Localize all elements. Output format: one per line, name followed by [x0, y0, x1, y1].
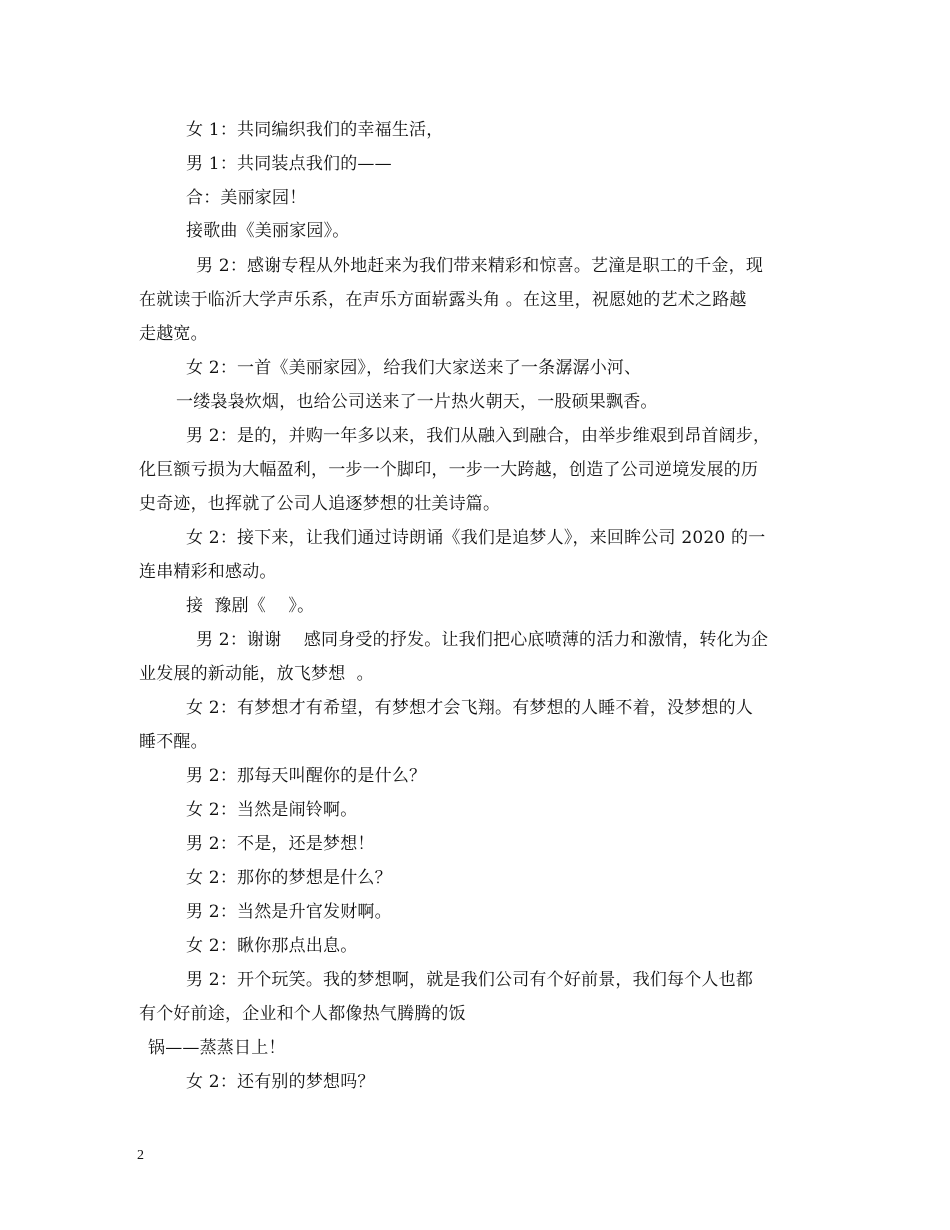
- text-line: 女 2：有梦想才有希望，有梦想才会飞翔。有梦想的人睡不着，没梦想的人: [186, 698, 754, 718]
- text-line: 男 2：是的，并购一年多以来，我们从融入到融合，由举步维艰到昂首阔步，: [186, 426, 771, 446]
- text-line: 合：美丽家园！: [186, 188, 307, 208]
- text-line: 女 2：还有别的梦想吗？: [186, 1072, 375, 1092]
- text-line: 锅——蒸蒸日上！: [148, 1038, 286, 1058]
- text-line: 史奇迹，也挥就了公司人追逐梦想的壮美诗篇。: [139, 494, 501, 514]
- text-line: 化巨额亏损为大幅盈利，一步一个脚印，一步一大跨越，创造了公司逆境发展的历: [139, 460, 759, 480]
- text-line: 女 2：那你的梦想是什么？: [186, 868, 392, 888]
- text-line: 接歌曲《美丽家园》。: [186, 221, 350, 241]
- text-line: 男 2：开个玩笑。我的梦想啊，就是我们公司有个好前景，我们每个人也都: [186, 970, 754, 990]
- text-line: 男 2：那每天叫醒你的是什么？: [186, 766, 427, 786]
- text-line: 睡不醒。: [139, 732, 208, 752]
- text-line: 女 2：一首《美丽家园》，给我们大家送来了一条潺潺小河、: [186, 358, 642, 378]
- text-line: 男 2：谢谢 感同身受的抒发。让我们把心底喷薄的活力和激情，转化为企: [196, 630, 769, 650]
- text-line: 业发展的新动能，放飞梦想 。: [139, 664, 374, 684]
- text-line: 男 2：感谢专程从外地赶来为我们带来精彩和惊喜。艺潼是职工的千金，现: [196, 256, 764, 276]
- text-line: 连串精彩和感动。: [139, 562, 277, 582]
- text-line: 女 2：当然是闹铃啊。: [186, 800, 358, 820]
- text-line: 男 1：共同装点我们的——: [186, 154, 392, 174]
- text-line: 男 2：当然是升官发财啊。: [186, 902, 392, 922]
- text-line: 男 2：不是，还是梦想！: [186, 834, 375, 854]
- text-line: 一缕袅袅炊烟，也给公司送来了一片热火朝天，一股硕果飘香。: [176, 392, 658, 412]
- text-line: 女 2：瞅你那点出息。: [186, 936, 358, 956]
- text-line: 在就读于临沂大学声乐系，在声乐方面崭露头角 。在这里，祝愿她的艺术之路越: [139, 290, 747, 310]
- text-line: 女 1：共同编织我们的幸福生活，: [186, 120, 444, 140]
- text-line: 女 2：接下来，让我们通过诗朗诵《我们是追梦人》，来回眸公司 2020 的一: [186, 528, 766, 548]
- page-number: 2: [137, 1148, 144, 1163]
- text-line: 有个好前途，企业和个人都像热气腾腾的饭: [139, 1004, 466, 1024]
- text-line: 接 豫剧《 》。: [186, 596, 315, 616]
- text-line: 走越宽。: [139, 324, 208, 344]
